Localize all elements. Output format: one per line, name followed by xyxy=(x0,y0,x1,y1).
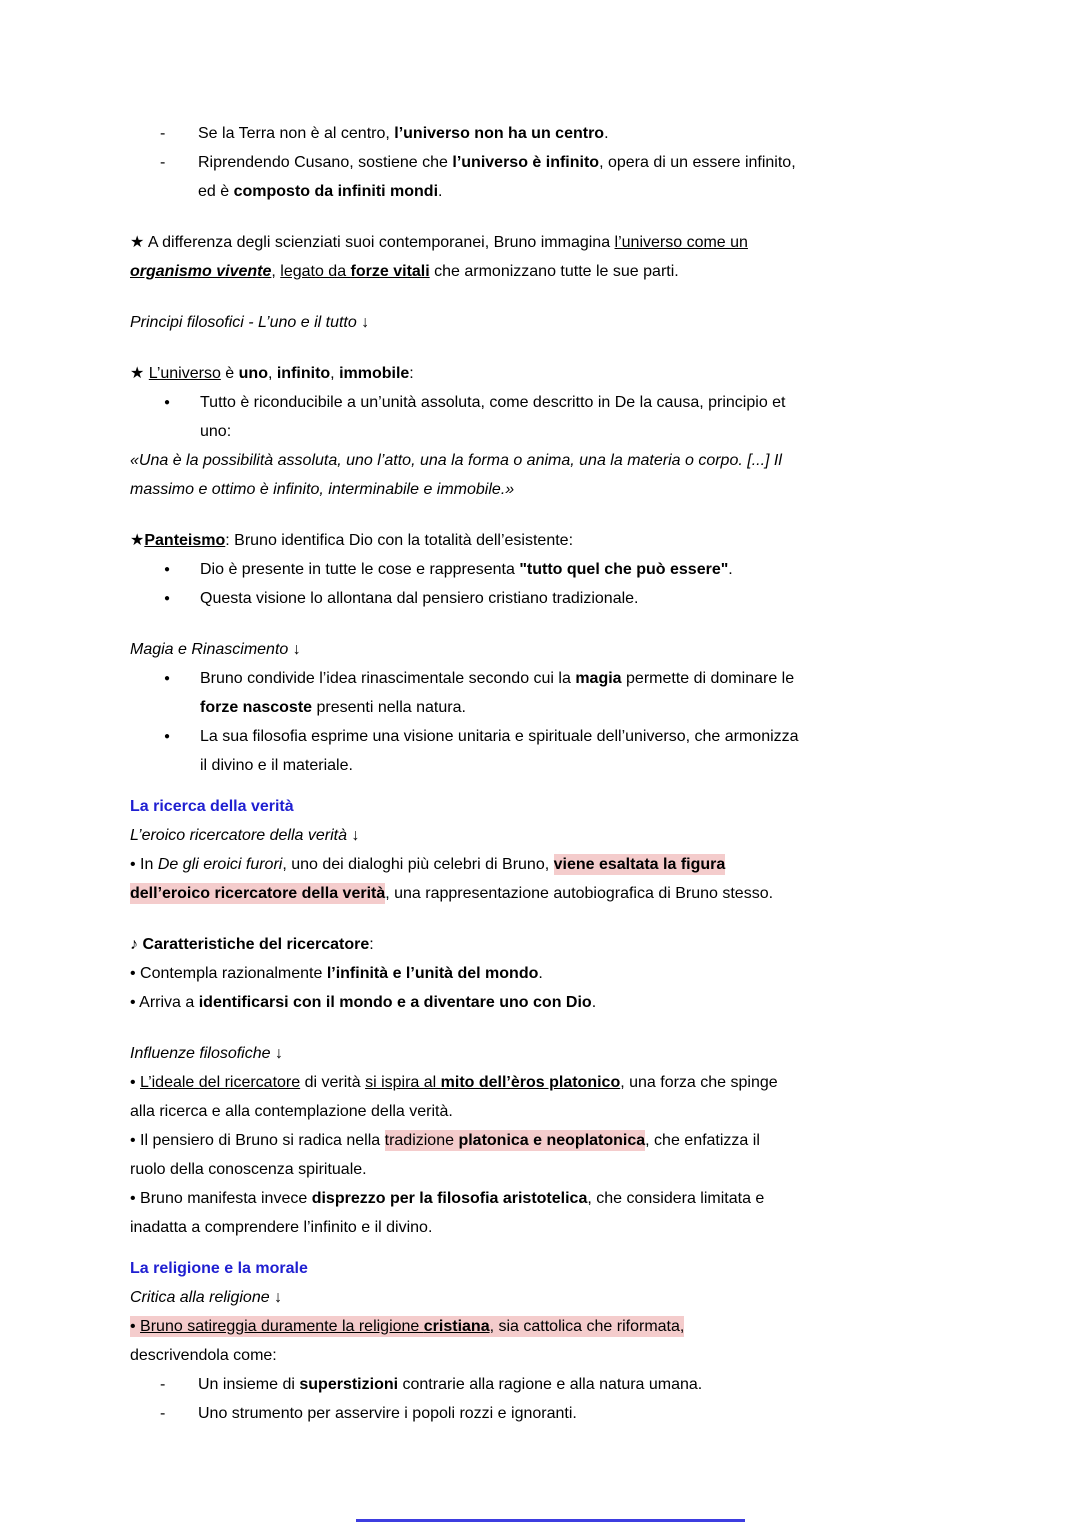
text-run: , xyxy=(267,365,277,382)
text-run: composto da infiniti mondi xyxy=(233,183,439,200)
text-run: il divino e il materiale. xyxy=(200,757,353,774)
text-run: : xyxy=(409,365,414,382)
italic-subheading xyxy=(130,821,958,850)
text-run: ed è xyxy=(198,183,234,200)
bullet-item xyxy=(130,555,958,584)
dash-marker: - xyxy=(160,1376,166,1393)
text-run: organismo vivente xyxy=(130,263,272,280)
dash-marker: - xyxy=(160,1405,166,1422)
text-run: l’infinità e l’unità del mondo xyxy=(326,965,539,982)
text-run: • xyxy=(130,1074,141,1091)
text-run: La ricerca della verità xyxy=(130,798,294,815)
paragraph xyxy=(130,1184,958,1242)
text-run: Bruno satireggia duramente la religione xyxy=(140,1318,424,1335)
paragraph xyxy=(130,1068,958,1126)
spacer xyxy=(130,206,958,228)
text-run: uno: xyxy=(200,423,232,440)
text-run: mito dell’èros platonico xyxy=(440,1074,621,1091)
dash-item xyxy=(130,148,958,206)
list-item-content xyxy=(200,584,958,613)
text-run: , che considera limitata e xyxy=(587,1190,765,1207)
bullet-marker: ● xyxy=(164,673,171,684)
list-item-content xyxy=(198,148,958,206)
text-run: , che enfatizza il xyxy=(645,1132,760,1149)
list-item-content xyxy=(200,722,958,780)
spacer xyxy=(130,1242,958,1254)
text-run: ↓ xyxy=(347,827,360,844)
text-run: «Una è la possibilità assoluta, uno l’atto, una la forma o anima, una la materia o corpo. [...] Il xyxy=(130,452,782,469)
text-run: Influenze filosofiche xyxy=(130,1045,271,1062)
list-item-content xyxy=(198,1399,958,1428)
text-run: l’universo non ha un centro xyxy=(394,125,605,142)
list-item-content xyxy=(200,664,958,722)
text-run: l’universo come un xyxy=(614,234,748,251)
italic-subheading xyxy=(130,635,958,664)
text-run: Bruno condivide l’idea rinascimentale secondo cui la xyxy=(200,670,576,687)
text-run: legato da xyxy=(280,263,351,280)
paragraph xyxy=(130,526,958,555)
paragraph xyxy=(130,959,958,988)
document-body xyxy=(130,119,958,1428)
paragraph xyxy=(130,1126,958,1184)
spacer xyxy=(130,337,958,359)
text-run: Questa visione lo allontana dal pensiero cristiano tradizionale. xyxy=(200,590,639,607)
text-run: • Contempla razionalmente xyxy=(130,965,327,982)
text-run: di verità xyxy=(300,1074,366,1091)
text-run: cristiana xyxy=(423,1318,490,1335)
text-run: • Il pensiero di Bruno si radica nella xyxy=(130,1132,385,1149)
text-run: : xyxy=(369,936,374,953)
spacer xyxy=(130,780,958,792)
text-run: : Bruno identifica Dio con la totalità dell’esistente: xyxy=(225,532,574,549)
text-run: ↓ xyxy=(288,641,301,658)
text-run: Se la Terra non è al centro, xyxy=(198,125,395,142)
text-run: , uno dei dialoghi più celebri di Bruno, xyxy=(282,856,554,873)
text-run: viene esaltata la figura xyxy=(553,856,726,873)
text-run: Dio è presente in tutte le cose e rappresenta xyxy=(200,561,520,578)
paragraph xyxy=(130,1312,958,1370)
text-run: , xyxy=(271,263,281,280)
dash-item xyxy=(130,119,958,148)
list-item-content xyxy=(198,119,958,148)
spacer xyxy=(130,504,958,526)
text-run: Caratteristiche del ricercatore xyxy=(142,936,370,953)
text-run: superstizioni xyxy=(299,1376,399,1393)
dash-marker: - xyxy=(160,125,166,142)
bullet-item xyxy=(130,584,958,613)
text-run: platonica e neoplatonica xyxy=(458,1132,646,1149)
dash-item xyxy=(130,1399,958,1428)
text-run: Principi filosofici - L’uno e il tutto xyxy=(130,314,357,331)
text-run: ↓ xyxy=(270,1045,283,1062)
text-run: presenti nella natura. xyxy=(312,699,466,716)
text-run: . xyxy=(591,994,597,1011)
spacer xyxy=(130,1017,958,1039)
text-run: Tutto è riconducibile a un’unità assoluta, come descritto in De la causa, principio et xyxy=(200,394,786,411)
text-run: identificarsi con il mondo e a diventare uno con Dio xyxy=(198,994,592,1011)
bullet-marker: ● xyxy=(164,564,171,575)
text-run: , una rappresentazione autobiografica di Bruno stesso. xyxy=(385,885,774,902)
text-run: ♪ xyxy=(130,936,143,953)
text-run: ★ A differenza degli scienziati suoi contemporanei, Bruno immagina xyxy=(130,234,615,251)
next-page-divider xyxy=(356,1519,745,1522)
text-run: è xyxy=(220,365,239,382)
text-run: massimo e ottimo è infinito, interminabile e immobile.» xyxy=(130,481,515,498)
text-run: ★ xyxy=(130,532,145,549)
text-run: , xyxy=(330,365,340,382)
text-run: • Arriva a xyxy=(130,994,199,1011)
dash-marker: - xyxy=(160,154,166,171)
text-run: L’universo xyxy=(148,365,221,382)
bullet-item xyxy=(130,388,958,446)
text-run: uno xyxy=(238,365,268,382)
text-run: "tutto quel che può essere" xyxy=(519,561,729,578)
text-run: forze vitali xyxy=(350,263,430,280)
text-run: l’universo è infinito xyxy=(452,154,600,171)
bullet-item xyxy=(130,664,958,722)
text-run: L’eroico ricercatore della verità xyxy=(130,827,347,844)
text-run: forze nascoste xyxy=(200,699,313,716)
text-run: De gli eroici furori xyxy=(157,856,283,873)
text-run: . xyxy=(604,125,609,142)
text-run: disprezzo per la filosofia aristotelica xyxy=(311,1190,588,1207)
text-run: • In xyxy=(130,856,158,873)
text-run: tradizione xyxy=(384,1132,459,1149)
text-run: Critica alla religione xyxy=(130,1289,270,1306)
bullet-item xyxy=(130,722,958,780)
paragraph xyxy=(130,850,958,908)
text-run: si ispira al xyxy=(365,1074,441,1091)
text-run: ★ xyxy=(130,365,149,382)
italic-subheading xyxy=(130,1039,958,1068)
text-run: ↓ xyxy=(269,1289,283,1306)
text-run: dell’eroico ricercatore della verità xyxy=(130,885,386,902)
text-run: ↓ xyxy=(356,314,370,331)
blue-heading xyxy=(130,792,958,821)
text-run: permette di dominare le xyxy=(621,670,795,687)
text-run: L’ideale del ricercatore xyxy=(140,1074,301,1091)
text-run: . xyxy=(438,183,443,200)
italic-subheading xyxy=(130,308,958,337)
text-run: . xyxy=(728,561,733,578)
list-item-content xyxy=(198,1370,958,1399)
text-run: ruolo della conoscenza spirituale. xyxy=(130,1161,367,1178)
text-run: che armonizzano tutte le sue parti. xyxy=(429,263,679,280)
text-run: , opera di un essere infinito, xyxy=(599,154,796,171)
text-run: • xyxy=(130,1318,141,1335)
quote-paragraph xyxy=(130,446,958,504)
text-run: La sua filosofia esprime una visione unitaria e spirituale dell’universo, che armonizza xyxy=(200,728,799,745)
bullet-marker: ● xyxy=(164,397,171,408)
text-run: immobile xyxy=(339,365,410,382)
text-run: • Bruno manifesta invece xyxy=(130,1190,312,1207)
text-run: Un insieme di xyxy=(198,1376,300,1393)
text-run: Magia e Rinascimento xyxy=(130,641,289,658)
text-run: Panteismo xyxy=(144,532,226,549)
text-run: magia xyxy=(575,670,622,687)
spacer xyxy=(130,613,958,635)
text-run: descrivendola come: xyxy=(130,1347,277,1364)
text-run: Riprendendo Cusano, sostiene che xyxy=(198,154,453,171)
paragraph xyxy=(130,930,958,959)
text-run: inadatta a comprendere l’infinito e il divino. xyxy=(130,1219,433,1236)
text-run: . xyxy=(538,965,543,982)
paragraph xyxy=(130,359,958,388)
list-item-content xyxy=(200,388,958,446)
paragraph xyxy=(130,228,958,286)
bullet-marker: ● xyxy=(164,593,171,604)
spacer xyxy=(130,908,958,930)
paragraph xyxy=(130,988,958,1017)
bullet-marker: ● xyxy=(164,731,171,742)
dash-item xyxy=(130,1370,958,1399)
text-run: , una forza che spinge xyxy=(620,1074,778,1091)
italic-subheading xyxy=(130,1283,958,1312)
spacer xyxy=(130,286,958,308)
list-item-content xyxy=(200,555,958,584)
text-run: contrarie alla ragione e alla natura umana. xyxy=(398,1376,703,1393)
text-run: alla ricerca e alla contemplazione della verità. xyxy=(130,1103,453,1120)
blue-heading xyxy=(130,1254,958,1283)
text-run: Uno strumento per asservire i popoli rozzi e ignoranti. xyxy=(198,1405,577,1422)
text-run: , sia cattolica che riformata, xyxy=(489,1318,685,1335)
text-run: La religione e la morale xyxy=(130,1260,308,1277)
text-run: infinito xyxy=(276,365,331,382)
